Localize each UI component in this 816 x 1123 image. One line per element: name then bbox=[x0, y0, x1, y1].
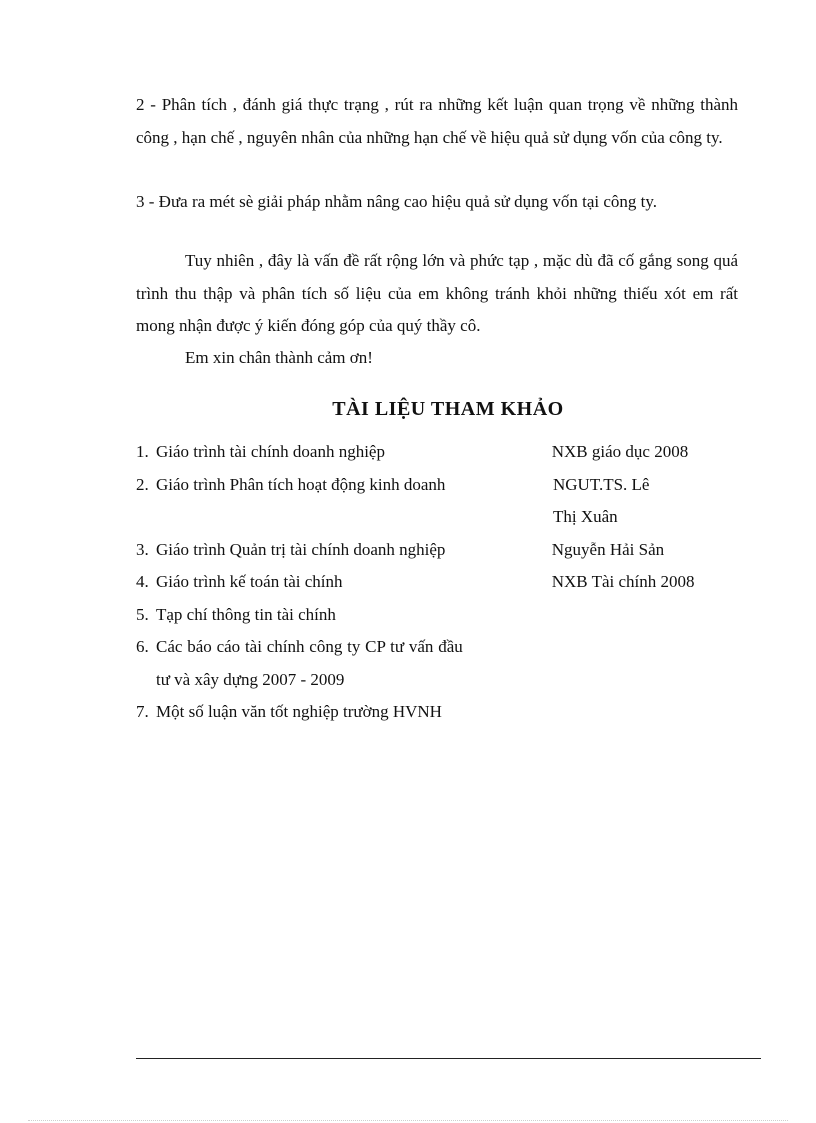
reference-title bbox=[136, 599, 463, 632]
reference-number: 6. bbox=[136, 637, 149, 656]
reference-source bbox=[552, 696, 736, 729]
reference-number: 3. bbox=[136, 539, 149, 559]
reference-title-text: Giáo trình kế toán tài chính bbox=[156, 572, 343, 591]
reference-title bbox=[136, 534, 463, 567]
reference-number: 1. bbox=[136, 442, 149, 461]
references-heading: TÀI LIỆU THAM KHẢO bbox=[332, 398, 564, 420]
reference-title-text: Giáo trình Quản trị tài chính doanh nghiệp bbox=[156, 539, 446, 559]
reference-source bbox=[552, 599, 736, 632]
reference-title bbox=[136, 469, 464, 534]
reference-source: NXB Tài chính 2008 bbox=[551, 572, 695, 591]
reference-title-text: Một số luận văn tốt nghiệp trường HVNH bbox=[156, 702, 442, 721]
reference-number: 4. bbox=[136, 572, 149, 591]
paragraph-analysis: 2 - Phân tích , đánh giá thực trạng , rút ra những kết luận quan trọng về những thành công , hạn chế , nguyên nhân của những hạn chế về hiệu quả sử dụng vốn của công ty. bbox=[136, 95, 738, 147]
reference-title-text: Các báo cáo tài chính công ty CP tư vấn đầu tư và xây dựng 2007 - 2009 bbox=[156, 637, 463, 689]
reference-item bbox=[136, 566, 736, 599]
paragraph-solutions: 3 - Đưa ra mét sè giải pháp nhằm nâng cao hiệu quả sử dụng vốn tại công ty. bbox=[136, 192, 658, 211]
reference-item bbox=[136, 469, 736, 534]
reference-source: NXB giáo dục 2008 bbox=[551, 442, 689, 461]
reference-title bbox=[136, 436, 463, 469]
reference-list bbox=[136, 436, 736, 729]
paragraph-closing-note: Tuy nhiên , đây là vấn đề rất rộng lớn và phức tạp , mặc dù đã cố gắng song quá trình thu thập và phân tích số liệu của em không tránh khỏi những thiếu xót em rất mong nhận được ý kiến đóng góp của quý thầy cô. bbox=[136, 251, 738, 335]
footer-divider bbox=[136, 1058, 761, 1059]
reference-number: 7. bbox=[136, 702, 149, 721]
reference-number: 5. bbox=[136, 604, 149, 624]
reference-item bbox=[136, 534, 736, 567]
reference-title-text: Tạp chí thông tin tài chính bbox=[156, 604, 336, 624]
reference-title-text: Giáo trình tài chính doanh nghiệp bbox=[156, 442, 385, 461]
reference-title bbox=[136, 696, 463, 729]
reference-item bbox=[136, 436, 736, 469]
reference-title bbox=[136, 631, 463, 696]
paragraph-thanks: Em xin chân thành cảm ơn! bbox=[185, 348, 373, 367]
reference-number: 2. bbox=[136, 474, 149, 494]
reference-source: NGUT.TS. Lê Thị Xuân bbox=[553, 474, 650, 526]
reference-item bbox=[136, 696, 736, 729]
reference-source: Nguyễn Hải Sản bbox=[551, 539, 665, 559]
reference-title-text: Giáo trình Phân tích hoạt động kinh doanh bbox=[156, 474, 446, 494]
page-bottom-border bbox=[28, 1120, 788, 1121]
reference-source bbox=[552, 631, 736, 696]
reference-item bbox=[136, 599, 736, 632]
reference-item bbox=[136, 631, 736, 696]
reference-title bbox=[136, 566, 463, 599]
